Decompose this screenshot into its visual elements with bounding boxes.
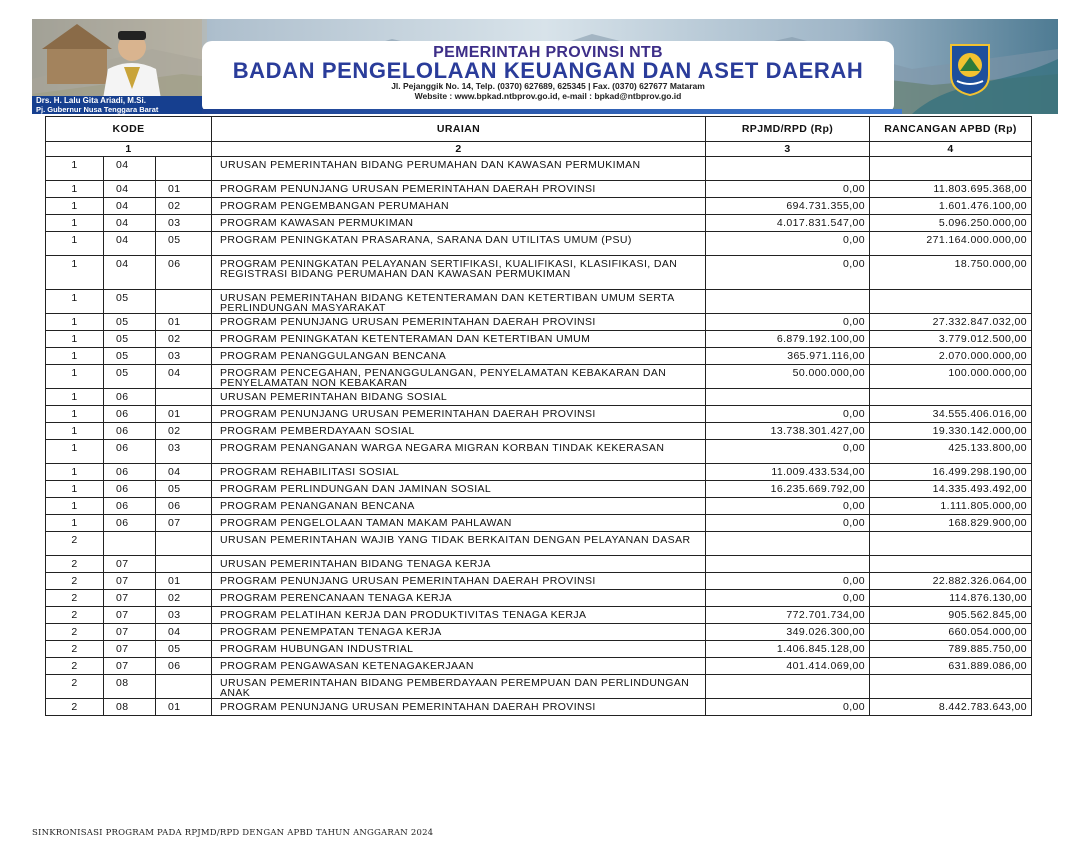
- kode-level-1-cell: 1: [46, 181, 104, 198]
- table-row: [46, 498, 1032, 515]
- agency-title-box: [202, 41, 894, 111]
- kode-level-3-cell: 01: [156, 573, 212, 590]
- kode-level-3-cell: 03: [156, 348, 212, 365]
- rpjmd-value-cell: 1.406.845.128,00: [706, 641, 870, 658]
- header-banner: [32, 19, 1058, 114]
- kode-level-1-cell: 1: [46, 331, 104, 348]
- kode-level-1-cell: 2: [46, 532, 104, 556]
- rpjmd-value-cell: 0,00: [706, 406, 870, 423]
- kode-level-1-cell: 1: [46, 232, 104, 256]
- governor-role: Pj. Gubernur Nusa Tenggara Barat: [36, 104, 159, 114]
- uraian-cell: URUSAN PEMERINTAHAN BIDANG PERUMAHAN DAN KAWASAN PERMUKIMAN: [212, 157, 706, 181]
- kode-level-3-cell: 06: [156, 498, 212, 515]
- uraian-cell: PROGRAM HUBUNGAN INDUSTRIAL: [212, 641, 706, 658]
- table-row: [46, 590, 1032, 607]
- kode-level-3-cell: [156, 157, 212, 181]
- table-row: [46, 232, 1032, 256]
- uraian-cell: URUSAN PEMERINTAHAN BIDANG PEMBERDAYAAN PEREMPUAN DAN PERLINDUNGAN ANAK: [212, 675, 706, 699]
- table-row: [46, 440, 1032, 464]
- kode-level-1-cell: 2: [46, 573, 104, 590]
- kode-level-2-cell: 06: [104, 481, 156, 498]
- apbd-value-cell: 789.885.750,00: [870, 641, 1032, 658]
- header-apbd: RANCANGAN APBD (Rp): [870, 117, 1032, 142]
- table-row: [46, 389, 1032, 406]
- table-row: [46, 464, 1032, 481]
- kode-level-1-cell: 1: [46, 389, 104, 406]
- table-row: [46, 423, 1032, 440]
- uraian-cell: PROGRAM PENANGANAN WARGA NEGARA MIGRAN KORBAN TINDAK KEKERASAN: [212, 440, 706, 464]
- kode-level-2-cell: 05: [104, 290, 156, 314]
- rpjmd-value-cell: 50.000.000,00: [706, 365, 870, 389]
- header-rpjmd: RPJMD/RPD (Rp): [706, 117, 870, 142]
- government-title: PEMERINTAH PROVINSI NTB: [433, 44, 663, 61]
- header-uraian: URAIAN: [212, 117, 706, 142]
- table-row: [46, 215, 1032, 232]
- uraian-cell: PROGRAM PENUNJANG URUSAN PEMERINTAHAN DAERAH PROVINSI: [212, 406, 706, 423]
- kode-level-3-cell: [156, 675, 212, 699]
- kode-level-2-cell: 06: [104, 389, 156, 406]
- apbd-value-cell: 1.111.805.000,00: [870, 498, 1032, 515]
- apbd-value-cell: 114.876.130,00: [870, 590, 1032, 607]
- apbd-value-cell: 11.803.695.368,00: [870, 181, 1032, 198]
- rpjmd-value-cell: [706, 556, 870, 573]
- rpjmd-value-cell: 0,00: [706, 181, 870, 198]
- kode-level-1-cell: 2: [46, 675, 104, 699]
- uraian-cell: PROGRAM PENUNJANG URUSAN PEMERINTAHAN DAERAH PROVINSI: [212, 181, 706, 198]
- agency-address: Jl. Pejanggik No. 14, Telp. (0370) 627689, 625345 | Fax. (0370) 627677 Mataram: [391, 81, 705, 91]
- apbd-value-cell: 271.164.000.000,00: [870, 232, 1032, 256]
- kode-level-3-cell: 04: [156, 365, 212, 389]
- kode-level-1-cell: 2: [46, 658, 104, 675]
- kode-level-3-cell: [156, 532, 212, 556]
- uraian-cell: PROGRAM PEMBERDAYAAN SOSIAL: [212, 423, 706, 440]
- governor-portrait-icon: [32, 19, 207, 105]
- kode-level-1-cell: 1: [46, 498, 104, 515]
- apbd-value-cell: 1.601.476.100,00: [870, 198, 1032, 215]
- rpjmd-value-cell: [706, 157, 870, 181]
- kode-level-2-cell: 06: [104, 498, 156, 515]
- apbd-value-cell: 660.054.000,00: [870, 624, 1032, 641]
- kode-level-2-cell: 06: [104, 423, 156, 440]
- uraian-cell: PROGRAM PELATIHAN KERJA DAN PRODUKTIVITAS TENAGA KERJA: [212, 607, 706, 624]
- kode-level-2-cell: 04: [104, 215, 156, 232]
- kode-level-2-cell: 07: [104, 556, 156, 573]
- kode-level-3-cell: 01: [156, 406, 212, 423]
- kode-level-2-cell: 04: [104, 181, 156, 198]
- table-row: [46, 365, 1032, 389]
- apbd-value-cell: [870, 556, 1032, 573]
- uraian-cell: PROGRAM PENEMPATAN TENAGA KERJA: [212, 624, 706, 641]
- table-body: [46, 157, 1032, 716]
- kode-level-1-cell: 1: [46, 406, 104, 423]
- uraian-cell: PROGRAM PENGEMBANGAN PERUMAHAN: [212, 198, 706, 215]
- agency-title: BADAN PENGELOLAAN KEUANGAN DAN ASET DAERAH: [232, 58, 864, 83]
- kode-level-1-cell: 1: [46, 256, 104, 290]
- kode-level-1-cell: 1: [46, 314, 104, 331]
- apbd-value-cell: 22.882.326.064,00: [870, 573, 1032, 590]
- column-number-2: 2: [212, 142, 706, 157]
- kode-level-2-cell: 07: [104, 641, 156, 658]
- table-row: [46, 314, 1032, 331]
- kode-level-2-cell: 04: [104, 198, 156, 215]
- rpjmd-value-cell: 0,00: [706, 573, 870, 590]
- program-sync-table: [45, 116, 1032, 716]
- rpjmd-value-cell: 11.009.433.534,00: [706, 464, 870, 481]
- kode-level-1-cell: 2: [46, 624, 104, 641]
- kode-level-2-cell: [104, 532, 156, 556]
- table-column-number-row: [46, 142, 1032, 157]
- rpjmd-value-cell: 772.701.734,00: [706, 607, 870, 624]
- kode-level-1-cell: 1: [46, 515, 104, 532]
- table-row: [46, 607, 1032, 624]
- kode-level-1-cell: 1: [46, 365, 104, 389]
- uraian-cell: PROGRAM PENANGANAN BENCANA: [212, 498, 706, 515]
- kode-level-2-cell: 07: [104, 590, 156, 607]
- kode-level-2-cell: 08: [104, 699, 156, 716]
- rpjmd-value-cell: 0,00: [706, 232, 870, 256]
- table-row: [46, 624, 1032, 641]
- kode-level-1-cell: 1: [46, 290, 104, 314]
- kode-level-1-cell: 2: [46, 607, 104, 624]
- rpjmd-value-cell: [706, 389, 870, 406]
- uraian-cell: PROGRAM PENINGKATAN PELAYANAN SERTIFIKASI, KUALIFIKASI, KLASIFIKASI, DAN REGISTRASI BIDANG PERUMAHAN DAN KAWASAN PERMUKIMAN: [212, 256, 706, 290]
- header-kode: KODE: [46, 117, 212, 142]
- rpjmd-value-cell: 0,00: [706, 256, 870, 290]
- kode-level-1-cell: 1: [46, 215, 104, 232]
- governor-caption: [32, 96, 210, 114]
- apbd-value-cell: 2.070.000.000,00: [870, 348, 1032, 365]
- rpjmd-value-cell: 0,00: [706, 498, 870, 515]
- kode-level-2-cell: 05: [104, 314, 156, 331]
- kode-level-3-cell: 05: [156, 481, 212, 498]
- rpjmd-value-cell: 349.026.300,00: [706, 624, 870, 641]
- uraian-cell: PROGRAM PENANGGULANGAN BENCANA: [212, 348, 706, 365]
- kode-level-3-cell: [156, 389, 212, 406]
- kode-level-1-cell: 2: [46, 556, 104, 573]
- table-row: [46, 699, 1032, 716]
- kode-level-2-cell: 07: [104, 573, 156, 590]
- kode-level-3-cell: [156, 290, 212, 314]
- apbd-value-cell: 14.335.493.492,00: [870, 481, 1032, 498]
- kode-level-1-cell: 2: [46, 699, 104, 716]
- kode-level-2-cell: 05: [104, 365, 156, 389]
- rpjmd-value-cell: 401.414.069,00: [706, 658, 870, 675]
- uraian-cell: URUSAN PEMERINTAHAN BIDANG KETENTERAMAN DAN KETERTIBAN UMUM SERTA PERLINDUNGAN MASYARAKAT: [212, 290, 706, 314]
- kode-level-2-cell: 04: [104, 256, 156, 290]
- banner-ribbon: [202, 109, 902, 114]
- table-row: [46, 256, 1032, 290]
- governor-name: Drs. H. Lalu Gita Ariadi, M.Si.: [36, 96, 146, 105]
- ntb-province-emblem-icon: [947, 41, 993, 97]
- rpjmd-value-cell: 0,00: [706, 699, 870, 716]
- rpjmd-value-cell: 4.017.831.547,00: [706, 215, 870, 232]
- rpjmd-value-cell: [706, 290, 870, 314]
- apbd-value-cell: 631.889.086,00: [870, 658, 1032, 675]
- uraian-cell: URUSAN PEMERINTAHAN WAJIB YANG TIDAK BERKAITAN DENGAN PELAYANAN DASAR: [212, 532, 706, 556]
- kode-level-3-cell: 05: [156, 232, 212, 256]
- kode-level-3-cell: 05: [156, 641, 212, 658]
- kode-level-2-cell: 04: [104, 232, 156, 256]
- rpjmd-value-cell: 694.731.355,00: [706, 198, 870, 215]
- apbd-value-cell: 425.133.800,00: [870, 440, 1032, 464]
- kode-level-3-cell: 02: [156, 423, 212, 440]
- rpjmd-value-cell: [706, 532, 870, 556]
- footer-note: SINKRONISASI PROGRAM PADA RPJMD/RPD DENGAN APBD TAHUN ANGGARAN 2024: [32, 828, 434, 838]
- column-number-4: 4: [870, 142, 1032, 157]
- uraian-cell: PROGRAM PENINGKATAN KETENTERAMAN DAN KETERTIBAN UMUM: [212, 331, 706, 348]
- table-row: [46, 348, 1032, 365]
- uraian-cell: PROGRAM PENUNJANG URUSAN PEMERINTAHAN DAERAH PROVINSI: [212, 314, 706, 331]
- kode-level-3-cell: 03: [156, 215, 212, 232]
- kode-level-2-cell: 07: [104, 607, 156, 624]
- uraian-cell: PROGRAM PENUNJANG URUSAN PEMERINTAHAN DAERAH PROVINSI: [212, 573, 706, 590]
- rpjmd-value-cell: 6.879.192.100,00: [706, 331, 870, 348]
- rpjmd-value-cell: 16.235.669.792,00: [706, 481, 870, 498]
- kode-level-3-cell: 01: [156, 699, 212, 716]
- kode-level-3-cell: 06: [156, 256, 212, 290]
- table-row: [46, 198, 1032, 215]
- kode-level-1-cell: 1: [46, 440, 104, 464]
- kode-level-1-cell: 2: [46, 641, 104, 658]
- kode-level-2-cell: 08: [104, 675, 156, 699]
- kode-level-1-cell: 1: [46, 464, 104, 481]
- agency-contact: Website : www.bpkad.ntbprov.go.id, e-mail : bpkad@ntbprov.go.id: [414, 91, 682, 101]
- apbd-value-cell: [870, 389, 1032, 406]
- uraian-cell: PROGRAM PERENCANAAN TENAGA KERJA: [212, 590, 706, 607]
- apbd-value-cell: 8.442.783.643,00: [870, 699, 1032, 716]
- table-row: [46, 658, 1032, 675]
- table-row: [46, 675, 1032, 699]
- kode-level-1-cell: 1: [46, 481, 104, 498]
- table-row: [46, 290, 1032, 314]
- kode-level-1-cell: 1: [46, 423, 104, 440]
- kode-level-3-cell: 01: [156, 181, 212, 198]
- apbd-value-cell: 3.779.012.500,00: [870, 331, 1032, 348]
- kode-level-2-cell: 06: [104, 515, 156, 532]
- table-row: [46, 406, 1032, 423]
- apbd-value-cell: 19.330.142.000,00: [870, 423, 1032, 440]
- kode-level-1-cell: 1: [46, 198, 104, 215]
- apbd-value-cell: 905.562.845,00: [870, 607, 1032, 624]
- kode-level-3-cell: 02: [156, 198, 212, 215]
- uraian-cell: PROGRAM PENINGKATAN PRASARANA, SARANA DAN UTILITAS UMUM (PSU): [212, 232, 706, 256]
- kode-level-1-cell: 1: [46, 348, 104, 365]
- table-row: [46, 181, 1032, 198]
- uraian-cell: URUSAN PEMERINTAHAN BIDANG TENAGA KERJA: [212, 556, 706, 573]
- kode-level-3-cell: 03: [156, 440, 212, 464]
- table-row: [46, 532, 1032, 556]
- table-row: [46, 331, 1032, 348]
- apbd-value-cell: [870, 675, 1032, 699]
- table-row: [46, 481, 1032, 498]
- kode-level-3-cell: 03: [156, 607, 212, 624]
- table-row: [46, 515, 1032, 532]
- uraian-cell: PROGRAM PENCEGAHAN, PENANGGULANGAN, PENYELAMATAN KEBAKARAN DAN PENYELAMATAN NON KEBAKARAN: [212, 365, 706, 389]
- apbd-value-cell: 168.829.900,00: [870, 515, 1032, 532]
- kode-level-2-cell: 06: [104, 406, 156, 423]
- rpjmd-value-cell: 13.738.301.427,00: [706, 423, 870, 440]
- apbd-value-cell: 18.750.000,00: [870, 256, 1032, 290]
- uraian-cell: PROGRAM REHABILITASI SOSIAL: [212, 464, 706, 481]
- kode-level-2-cell: 07: [104, 624, 156, 641]
- column-number-3: 3: [706, 142, 870, 157]
- apbd-value-cell: 5.096.250.000,00: [870, 215, 1032, 232]
- kode-level-2-cell: 06: [104, 440, 156, 464]
- uraian-cell: PROGRAM KAWASAN PERMUKIMAN: [212, 215, 706, 232]
- apbd-value-cell: [870, 157, 1032, 181]
- kode-level-1-cell: 1: [46, 157, 104, 181]
- uraian-cell: PROGRAM PENUNJANG URUSAN PEMERINTAHAN DAERAH PROVINSI: [212, 699, 706, 716]
- rpjmd-value-cell: [706, 675, 870, 699]
- kode-level-2-cell: 05: [104, 331, 156, 348]
- kode-level-3-cell: 04: [156, 624, 212, 641]
- apbd-value-cell: 16.499.298.190,00: [870, 464, 1032, 481]
- table-header-row: [46, 117, 1032, 142]
- uraian-cell: PROGRAM PENGELOLAAN TAMAN MAKAM PAHLAWAN: [212, 515, 706, 532]
- kode-level-3-cell: 01: [156, 314, 212, 331]
- uraian-cell: PROGRAM PERLINDUNGAN DAN JAMINAN SOSIAL: [212, 481, 706, 498]
- rpjmd-value-cell: 0,00: [706, 440, 870, 464]
- kode-level-2-cell: 07: [104, 658, 156, 675]
- apbd-value-cell: 27.332.847.032,00: [870, 314, 1032, 331]
- uraian-cell: PROGRAM PENGAWASAN KETENAGAKERJAAN: [212, 658, 706, 675]
- kode-level-2-cell: 06: [104, 464, 156, 481]
- apbd-value-cell: 100.000.000,00: [870, 365, 1032, 389]
- apbd-value-cell: [870, 532, 1032, 556]
- kode-level-2-cell: 05: [104, 348, 156, 365]
- table-row: [46, 573, 1032, 590]
- column-number-1: 1: [46, 142, 212, 157]
- table-row: [46, 641, 1032, 658]
- rpjmd-value-cell: 0,00: [706, 515, 870, 532]
- kode-level-3-cell: 02: [156, 590, 212, 607]
- kode-level-2-cell: 04: [104, 157, 156, 181]
- table-row: [46, 157, 1032, 181]
- kode-level-3-cell: [156, 556, 212, 573]
- apbd-value-cell: 34.555.406.016,00: [870, 406, 1032, 423]
- rpjmd-value-cell: 0,00: [706, 314, 870, 331]
- kode-level-3-cell: 02: [156, 331, 212, 348]
- uraian-cell: URUSAN PEMERINTAHAN BIDANG SOSIAL: [212, 389, 706, 406]
- apbd-value-cell: [870, 290, 1032, 314]
- kode-level-1-cell: 2: [46, 590, 104, 607]
- kode-level-3-cell: 06: [156, 658, 212, 675]
- rpjmd-value-cell: 0,00: [706, 590, 870, 607]
- kode-level-3-cell: 04: [156, 464, 212, 481]
- table-row: [46, 556, 1032, 573]
- kode-level-3-cell: 07: [156, 515, 212, 532]
- rpjmd-value-cell: 365.971.116,00: [706, 348, 870, 365]
